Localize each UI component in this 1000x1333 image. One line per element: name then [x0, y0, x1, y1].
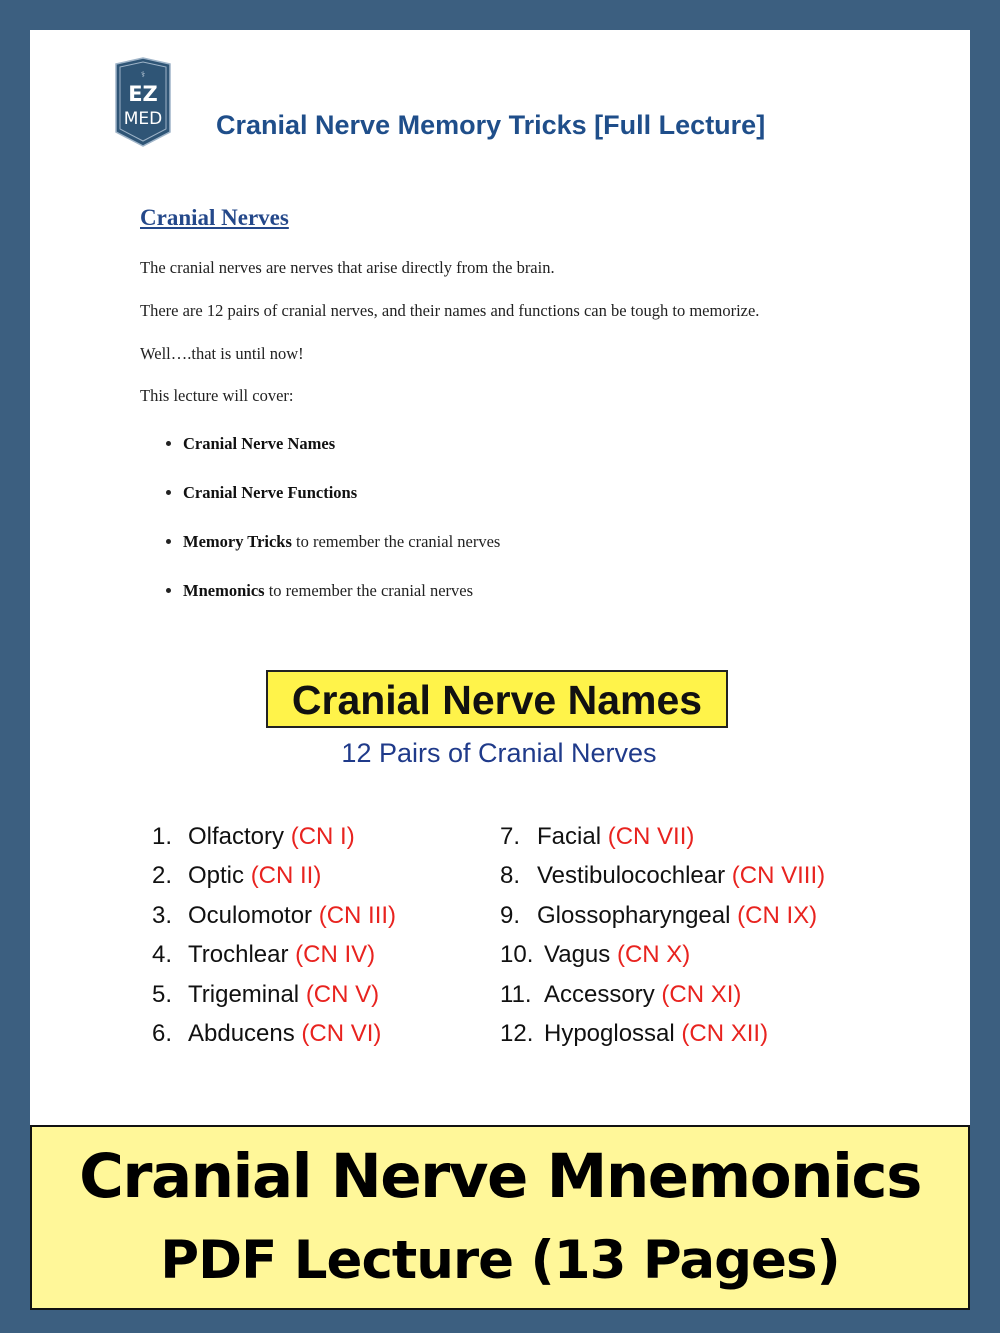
- nerve-cn-label: (CN VIII): [731, 862, 826, 890]
- product-banner: [30, 1125, 970, 1310]
- nerve-item: [152, 1014, 396, 1053]
- nerve-cn-label: (CN II): [250, 862, 322, 890]
- nerve-cn-label: (CN I): [290, 823, 355, 850]
- nerve-item: [500, 856, 825, 895]
- cover-paragraph: This lecture will cover:: [140, 386, 294, 405]
- nerve-list-right: [500, 817, 825, 1053]
- nerve-name: Accessory: [544, 980, 655, 1008]
- nerve-item: [152, 975, 396, 1014]
- nerve-name: Vagus: [544, 941, 611, 969]
- nerve-number: 1.: [152, 823, 173, 850]
- topic-bold: Cranial Nerve Functions: [183, 483, 358, 502]
- nerve-item: [500, 896, 825, 935]
- banner-title: Cranial Nerve Mnemonics: [79, 1141, 921, 1212]
- pairs-paragraph: There are 12 pairs of cranial nerves, and their names and functions can be tough to memorize.: [140, 301, 760, 320]
- topic-bold: Cranial Nerve Names: [183, 434, 336, 453]
- nerve-number: 8.: [500, 862, 521, 890]
- nerve-cn-label: (CN IV): [295, 941, 376, 969]
- nerve-cn-label: (CN V): [305, 980, 380, 1008]
- nerve-cn-label: (CN X): [616, 941, 691, 969]
- section-heading-link[interactable]: Cranial Nerves: [140, 205, 289, 230]
- topic-item: [183, 579, 500, 628]
- nerve-item: [152, 935, 396, 974]
- nerve-name: Trigeminal: [188, 980, 300, 1008]
- nerve-number: 9.: [500, 901, 521, 929]
- document-title: Cranial Nerve Memory Tricks [Full Lecture]: [216, 110, 766, 140]
- cranial-nerve-names-heading: Cranial Nerve Names: [266, 670, 728, 728]
- nerve-number: 3.: [152, 901, 173, 929]
- topic-rest: to remember the cranial nerves: [264, 581, 474, 600]
- nerve-number: 12.: [500, 1019, 534, 1047]
- nerve-item: [500, 935, 825, 974]
- intro-paragraph: The cranial nerves are nerves that arise directly from the brain.: [140, 258, 555, 277]
- nerve-name: Oculomotor: [188, 901, 313, 929]
- pairs-subheading: 12 Pairs of Cranial Nerves: [341, 738, 657, 768]
- nerve-cn-label: (CN VI): [301, 1019, 382, 1047]
- nerve-item: [152, 856, 396, 895]
- nerve-cn-label: (CN VII): [607, 823, 695, 850]
- svg-text:⚕: ⚕: [140, 70, 146, 79]
- nerve-item: [152, 896, 396, 935]
- nerve-cn-label: (CN XII): [681, 1019, 769, 1047]
- nerve-number: 6.: [152, 1019, 173, 1047]
- topic-bold: Mnemonics: [183, 581, 265, 600]
- nerve-number: 11.: [500, 980, 532, 1008]
- nerve-name: Abducens: [188, 1019, 295, 1047]
- nerve-name: Hypoglossal: [544, 1019, 675, 1047]
- nerve-number: 4.: [152, 941, 173, 969]
- logo-text-ez: EZ: [128, 82, 158, 106]
- document-page: [30, 30, 970, 1130]
- nerve-item: [500, 975, 825, 1014]
- nerve-cn-label: (CN XI): [661, 980, 742, 1008]
- ezmed-logo: [112, 56, 174, 148]
- topic-rest: to remember the cranial nerves: [291, 532, 501, 551]
- nerve-list-left: [152, 817, 396, 1053]
- nerve-cn-label: (CN IX): [737, 901, 818, 929]
- topic-item: [183, 481, 500, 530]
- nerve-item: [500, 817, 825, 856]
- logo-text-med: MED: [123, 109, 163, 129]
- nerve-number: 7.: [500, 823, 521, 850]
- nerve-name: Olfactory: [188, 823, 285, 850]
- nerve-name: Trochlear: [188, 941, 289, 969]
- nerve-number: 5.: [152, 980, 173, 1008]
- nerve-name: Optic: [188, 862, 245, 890]
- lecture-topics-list: [140, 432, 500, 628]
- nerve-name: Vestibulocochlear: [537, 862, 726, 890]
- topic-item: [183, 530, 500, 579]
- nerve-number: 2.: [152, 862, 173, 890]
- nerve-name: Glossopharyngeal: [537, 901, 731, 929]
- nerve-cn-label: (CN III): [318, 901, 397, 929]
- nerve-item: [152, 817, 396, 856]
- nerve-number: 10.: [500, 941, 534, 969]
- banner-subtitle: PDF Lecture (13 Pages): [160, 1230, 840, 1291]
- nerve-item: [500, 1014, 825, 1053]
- nerve-name: Facial: [537, 823, 602, 850]
- topic-item: [183, 432, 500, 481]
- until-now-paragraph: Well….that is until now!: [140, 344, 304, 363]
- topic-bold: Memory Tricks: [183, 532, 292, 551]
